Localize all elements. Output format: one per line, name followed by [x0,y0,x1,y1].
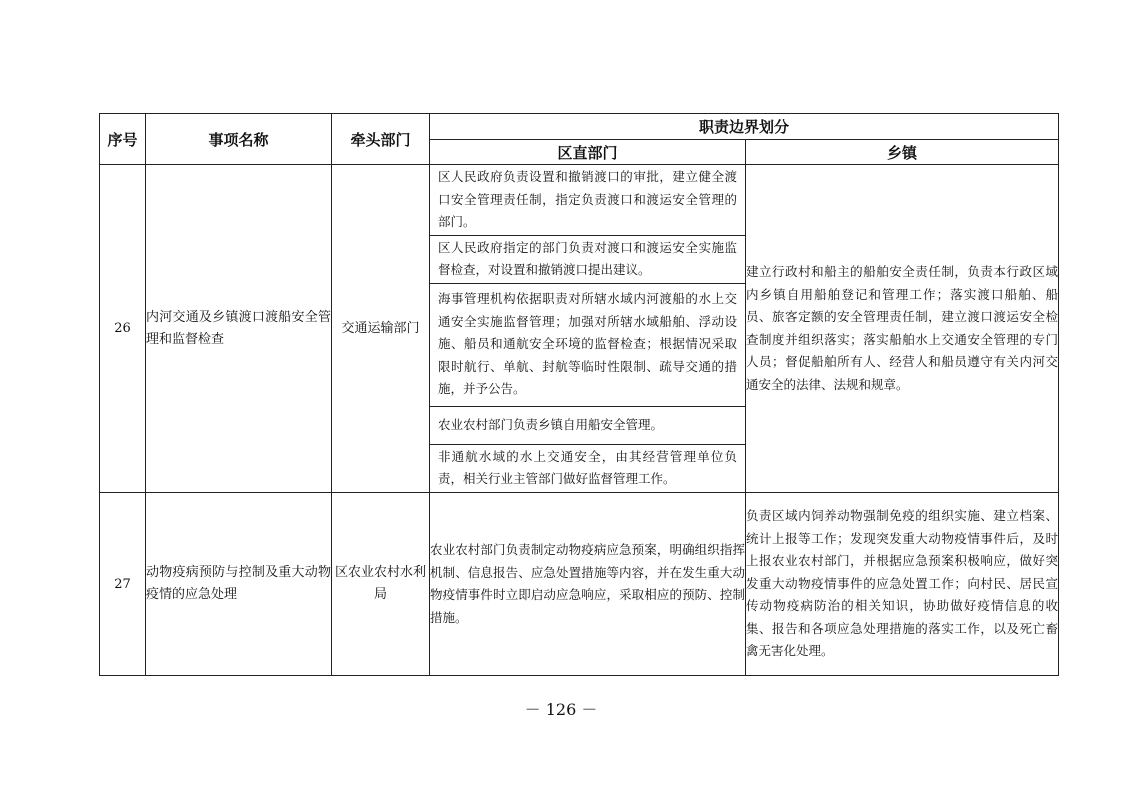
district-duty-item: 海事管理机构依据职责对所辖水域内河渡船的水上交通安全实施监督管理；加强对所辖水域船舶、浮动设施、船员和通航安全环境的监督检查；根据情况采取限时航行、单航、封航等临时性限制、疏导交通的措施，并予公告。 [430,283,745,406]
row-township-duties: 建立行政村和船主的船舶安全责任制，负责本行政区域内乡镇自用船舶登记和管理工作；落实渡口船舶、船员、旅客定额的安全管理责任制，建立渡口渡运安全检查制度并组织落实；落实船舶水上交通安全管理的专门人员；督促船舶所有人、经营人和船员遵守有关内河交通安全的法律、法规和规章。 [746,165,1059,493]
header-lead-department: 牵头部门 [332,114,430,165]
table-row [100,165,1059,493]
district-duty-item: 农业农村部门负责乡镇自用船安全管理。 [430,406,745,444]
page-number: － 126 － [524,700,598,719]
row-seq: 27 [100,493,146,676]
header-township: 乡镇 [746,140,1059,165]
header-item-name: 事项名称 [146,114,332,165]
row-item-name: 动物疫病预防与控制及重大动物疫情的应急处理 [146,493,332,676]
row-township-duties: 负责区域内饲养动物强制免疫的组织实施、建立档案、统计上报等工作；发现突发重大动物疫情事件后，及时上报农业农村部门，并根据应急预案积极响应，做好突发重大动物疫情事件的应急处置工作；向村民、居民宣传动物疫病防治的相关知识，协助做好疫情信息的收集、报告和各项应急处理措施的落实工作，以及死亡畜禽无害化处理。 [746,493,1059,676]
row-district-duties [430,165,746,493]
row-district-duties: 农业农村部门负责制定动物疫病应急预案，明确组织指挥机制、信息报告、应急处置措施等内容，并在发生重大动物疫情事件时立即启动应急响应，采取相应的预防、控制措施。 [430,493,746,676]
district-duty-item: 区人民政府负责设置和撤销渡口的审批，建立健全渡口安全管理责任制，指定负责渡口和渡运安全管理的部门。 [430,165,745,235]
district-duty-item: 非通航水域的水上交通安全，由其经营管理单位负责，相关行业主管部门做好监督管理工作。 [438,448,737,487]
row-lead-department: 区农业农村水利局 [332,493,430,676]
row-item-name: 内河交通及乡镇渡口渡船安全管理和监督检查 [146,165,332,493]
header-district-departments: 区直部门 [430,140,746,165]
district-duty-item: 区人民政府指定的部门负责对渡口和渡运安全实施监督检查，对设置和撤销渡口提出建议。 [430,235,745,283]
header-seq: 序号 [100,114,146,165]
header-responsibility-division: 职责边界划分 [430,114,1059,140]
responsibility-table [99,113,1059,676]
row-seq: 26 [100,165,146,493]
row-lead-department: 交通运输部门 [332,165,430,493]
table-row [100,493,1059,676]
